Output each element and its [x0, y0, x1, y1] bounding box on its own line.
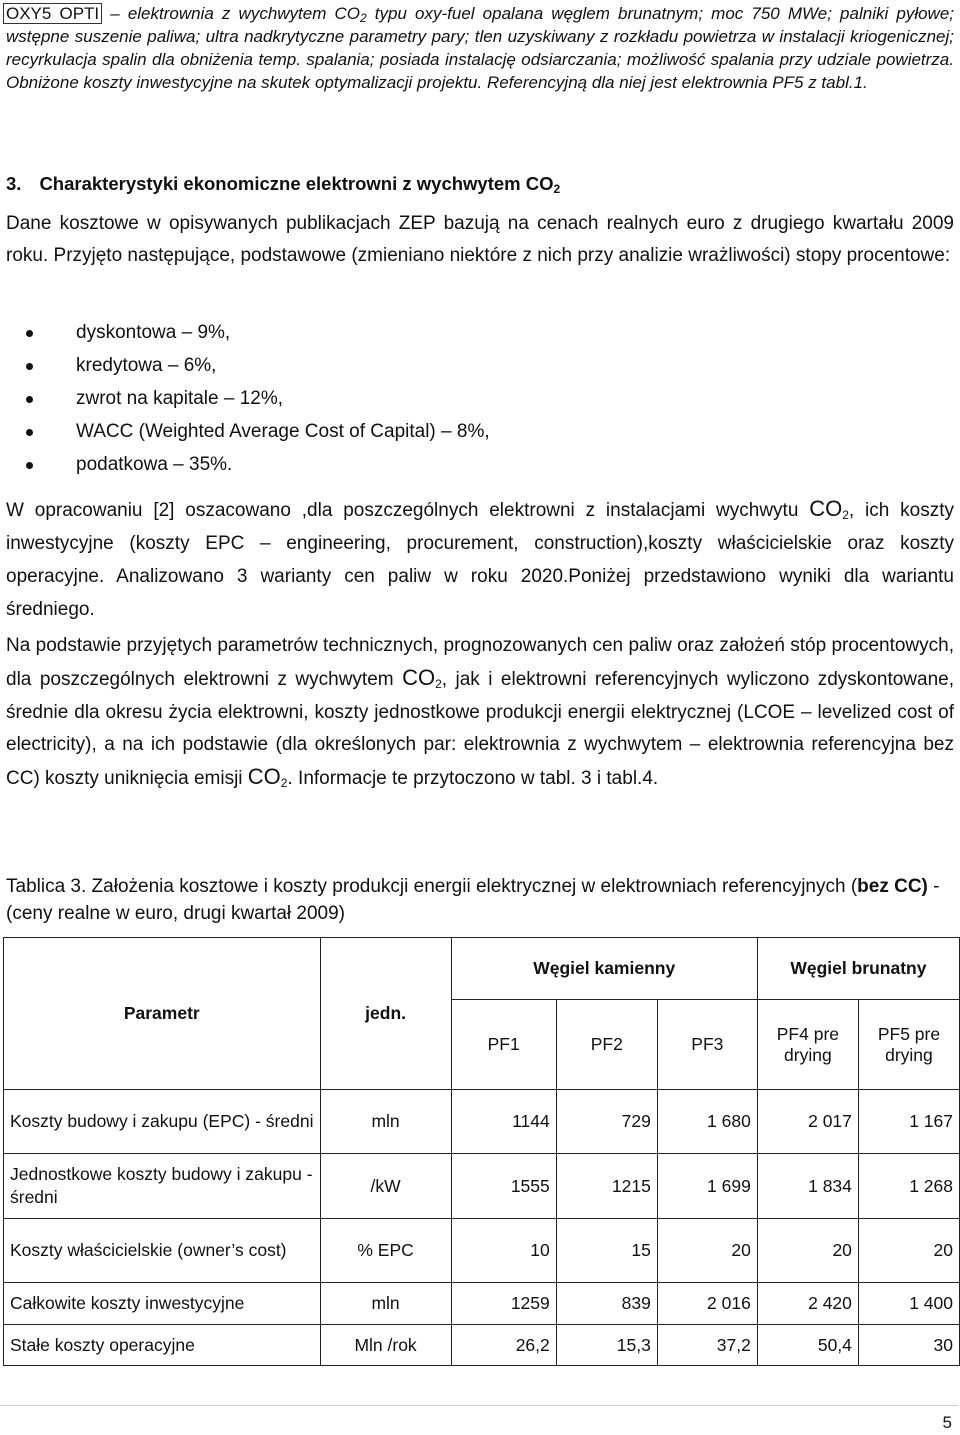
header-lignite: Węgiel brunatny [757, 938, 959, 1000]
intro-text-2: typu oxy-fuel opalana węglem brunatnym; moc 750 MWe; palniki pyłowe; wstępne suszenie paliwa; ultra nadkrytyczne parametry pary; tlen uzyskiwany z rozkładu powietrza w instalacji kriogenicznej; recyrkulacja spalin dla obniżenia temp. spalania; posiada instalację odsiarczania; możliwość spalania przy udziale powietrza. Obniżone koszty inwestycyjne na skutek optymalizacji projektu. Referencyjną dla niej jest elektrownia PF5 z tabl.1. [6, 4, 954, 92]
paragraph-rates-intro: Dane kosztowe w opisywanych publikacjach ZEP bazują na cenach realnych euro z drugiego kwartału 2009 roku. Przyjęto następujące, podstawowe (zmieniano niektóre z nich przy analizie wrażliwości) stopy procentowe: [6, 213, 954, 266]
table-header-row [4, 938, 960, 1000]
page-number: 5 [942, 1413, 952, 1432]
header-unit: jedn. [320, 938, 451, 1090]
table-row: Koszty właścicielskie (owner’s cost) % EPC 10 15 20 20 20 [4, 1219, 960, 1283]
paragraph-lcoe: Na podstawie przyjętych parametrów technicznych, prognozowanych cen paliw oraz założeń stóp procentowych, dla poszczególnych elektrowni z wychwytem $CO_2$, jak i elektrowni referencyjnych wyliczono zdyskontowane, średnie dla okresu życia elektrowni, koszty jednostkowe produkcji energii elektrycznej (LCOE – levelized cost of electricity), a na ich podstawie (dla określonych par: elektrownia z wychwytem – elektrownia referencyjna bez CC) koszty uniknięcia emisji $CO_2$. Informacje te przytoczono w tabl. 3 i tabl.4. [6, 635, 954, 791]
header-pf1: PF1 [451, 1000, 556, 1090]
intro-lead: OXY5 OPTI [3, 3, 102, 24]
header-pf2: PF2 [556, 1000, 657, 1090]
header-pf3: PF3 [657, 1000, 757, 1090]
header-pf5: PF5 pre drying [858, 1000, 959, 1090]
bullet-icon [26, 363, 33, 370]
section-title: Charakterystyki ekonomiczne elektrowni z wychwytem CO [39, 173, 554, 194]
section-number: 3. [6, 173, 22, 194]
list-item: zwrot na kapitale – 12%, [6, 382, 490, 415]
header-parameter: Parametr [4, 938, 321, 1090]
header-hard-coal: Węgiel kamienny [451, 938, 757, 1000]
bullet-icon [26, 462, 33, 469]
list-item: kredytowa – 6%, [6, 349, 490, 382]
list-item: dyskontowa – 9%, [6, 316, 490, 349]
rates-list [6, 316, 490, 481]
paragraph-costs: W opracowaniu [2] oszacowano ,dla poszczególnych elektrowni z instalacjami wychwytu $CO_2$, ich koszty inwestycyjne (koszty EPC – engineering, procurement, construction),koszty właścicielskie oraz koszty operacyjne. Analizowano 3 warianty cen paliw w roku 2020.Poniżej przedstawiono wyniki dla wariantu średniego. [6, 496, 954, 620]
co2-label: CO [809, 496, 843, 521]
bullet-icon [26, 330, 33, 337]
table-row: Stałe koszty operacyjne Mln /rok 26,2 15,3 37,2 50,4 30 [4, 1325, 960, 1366]
co2-label: CO [247, 764, 281, 790]
table-row: Całkowite koszty inwestycyjne mln 1259 839 2 016 2 420 1 400 [4, 1283, 960, 1325]
cost-table [3, 937, 960, 1366]
header-pf4: PF4 pre drying [757, 1000, 858, 1090]
table-caption: Tablica 3. Założenia kosztowe i koszty produkcji energii elektrycznej w elektrowniach referencyjnych (bez CC) - (ceny realne w euro, drugi kwartał 2009) [6, 876, 940, 924]
table-row: Koszty budowy i zakupu (EPC) - średni mln 1144 729 1 680 2 017 1 167 [4, 1090, 960, 1154]
co2-label: CO [402, 665, 436, 691]
list-item: podatkowa – 35%. [6, 448, 490, 481]
section-heading [6, 173, 560, 195]
intro-paragraph [6, 2, 954, 94]
intro-co2-sub: 2 [360, 11, 367, 25]
table-row: Jednostkowe koszty budowy i zakupu - średni /kW 1555 1215 1 699 1 834 1 268 [4, 1154, 960, 1219]
bullet-icon [26, 396, 33, 403]
bullet-icon [26, 429, 33, 436]
section-title-sub: 2 [553, 182, 561, 196]
list-item: WACC (Weighted Average Cost of Capital) – 8%, [6, 415, 490, 448]
footer-divider [0, 1405, 958, 1406]
intro-text-1: – elektrownia z wychwytem CO [102, 4, 360, 23]
